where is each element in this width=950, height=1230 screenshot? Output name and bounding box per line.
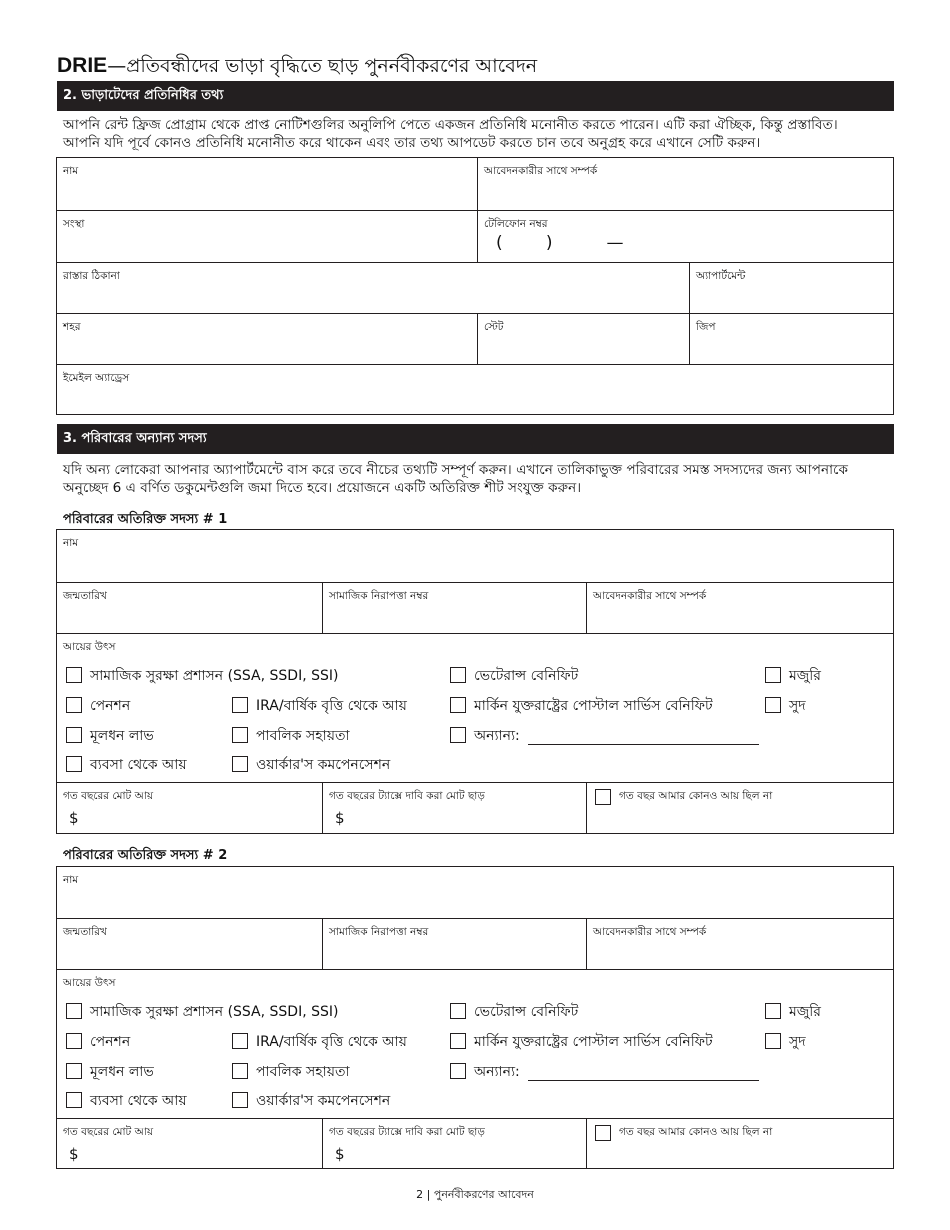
field-label: অ্যাপার্টমেন্ট — [696, 270, 746, 282]
checkbox-workers-comp[interactable] — [232, 756, 248, 772]
option-ira: IRA/বার্ষিক বৃত্তি থেকে আয় — [256, 1034, 407, 1050]
member-row-name — [57, 867, 893, 918]
member-row-income — [57, 1118, 893, 1168]
option-veterans: ভেটেরান্স বেনিফিট — [474, 1004, 579, 1020]
member-row-income — [57, 782, 893, 833]
section-3-intro — [63, 461, 893, 497]
rep-street-field[interactable] — [57, 263, 689, 313]
member-2-form — [56, 866, 894, 1169]
member-row-details — [57, 582, 893, 633]
section-2-intro — [63, 116, 893, 152]
rep-apartment-field[interactable] — [689, 263, 893, 313]
page-footer — [0, 1186, 950, 1205]
checkbox-public-assistance[interactable] — [232, 1063, 248, 1079]
member-1-dob-field[interactable] — [57, 583, 322, 633]
option-capital-gains: মূলধন লাভ — [90, 1064, 154, 1080]
dollar-sign: $ — [69, 809, 79, 827]
option-ira: IRA/বার্ষিক বৃত্তি থেকে আয় — [256, 698, 407, 714]
checkbox-interest[interactable] — [765, 1033, 781, 1049]
option-pension: পেনশন — [90, 1034, 131, 1050]
other-input-line[interactable] — [528, 744, 759, 745]
rep-row-city — [57, 313, 893, 364]
option-workers-comp: ওয়ার্কার'স কমপেনসেশন — [256, 1093, 391, 1109]
checkbox-wages[interactable] — [765, 667, 781, 683]
option-capital-gains: মূলধন লাভ — [90, 728, 154, 744]
other-input-line[interactable] — [528, 1080, 759, 1081]
option-business: ব্যবসা থেকে আয় — [90, 1093, 187, 1109]
option-workers-comp: ওয়ার্কার'স কমপেনসেশন — [256, 757, 391, 773]
rep-row-street — [57, 262, 893, 313]
checkbox-business[interactable] — [66, 756, 82, 772]
member-2-income-sources — [57, 969, 893, 1118]
member-1-no-income-cell — [586, 783, 893, 833]
member-2-relationship-field[interactable] — [586, 919, 893, 969]
checkbox-capital-gains[interactable] — [66, 727, 82, 743]
member-2-total-income-field[interactable] — [57, 1119, 322, 1168]
checkbox-ssa[interactable] — [66, 1003, 82, 1019]
field-label: টেলিফোন নম্বর — [484, 218, 548, 230]
dollar-sign: $ — [335, 1145, 345, 1163]
option-other: অন্যান্য: — [474, 1064, 520, 1080]
rep-relationship-field[interactable] — [477, 158, 893, 210]
field-label: জিপ — [696, 321, 716, 333]
form-title-text: প্রতিবন্ধীদের ভাড়া বৃদ্ধিতে ছাড় পুনর্নবীকরণের আবেদন — [126, 55, 538, 77]
checkbox-public-assistance[interactable] — [232, 727, 248, 743]
checkbox-business[interactable] — [66, 1092, 82, 1108]
field-label: গত বছরের ট্যাক্সে দাবি করা মোট ছাড় — [329, 1126, 485, 1138]
option-postal: মার্কিন যুক্তরাষ্ট্রের পোস্টাল সার্ভিস বেনিফিট — [474, 1034, 713, 1050]
checkbox-interest[interactable] — [765, 697, 781, 713]
checkbox-pension[interactable] — [66, 1033, 82, 1049]
member-2-no-income-cell — [586, 1119, 893, 1168]
page-number: 2 — [416, 1188, 424, 1201]
member-1-name-field[interactable] — [57, 530, 893, 582]
field-label: সামাজিক নিরাপত্তা নম্বর — [329, 590, 429, 602]
footer-text: পুনর্নবীকরণের আবেদন — [433, 1188, 534, 1201]
field-label: আবেদনকারীর সাথে সম্পর্ক — [484, 165, 598, 177]
field-label: আয়ের উৎস — [63, 641, 116, 653]
checkbox-no-income[interactable] — [595, 789, 611, 805]
member-2-name-field[interactable] — [57, 867, 893, 918]
option-wages: মজুরি — [789, 1004, 822, 1020]
field-label: সামাজিক নিরাপত্তা নম্বর — [329, 926, 429, 938]
field-label: নাম — [63, 537, 79, 549]
field-label: গত বছর আমার কোনও আয় ছিল না — [619, 790, 773, 802]
member-row-details — [57, 918, 893, 969]
checkbox-postal[interactable] — [450, 1033, 466, 1049]
member-1-heading: পরিবারের অতিরিক্ত সদস্য # 1 — [63, 512, 228, 527]
field-label: স্টেট — [484, 321, 504, 333]
intro-line: আপনি রেন্ট ফ্রিজ প্রোগ্রাম থেকে প্রাপ্ত নোটিশগুলির অনুলিপি পেতে একজন প্রতিনিধি মনোনীত করতে পারেন। এটি করা ঐচ্ছিক, কিন্তু প্রস্তাবিত। — [63, 117, 838, 133]
checkbox-other[interactable] — [450, 727, 466, 743]
option-interest: সুদ — [789, 1034, 806, 1050]
field-label: গত বছরের মোট আয় — [63, 1126, 154, 1138]
rep-city-field[interactable] — [57, 314, 477, 364]
rep-organization-field[interactable] — [57, 211, 477, 262]
field-label: সংস্থা — [63, 218, 85, 230]
rep-row-email — [57, 364, 893, 414]
dollar-sign: $ — [69, 1145, 79, 1163]
option-postal: মার্কিন যুক্তরাষ্ট্রের পোস্টাল সার্ভিস বেনিফিট — [474, 698, 713, 714]
checkbox-capital-gains[interactable] — [66, 1063, 82, 1079]
field-label: গত বছর আমার কোনও আয় ছিল না — [619, 1126, 773, 1138]
field-label: রাস্তার ঠিকানা — [63, 270, 120, 282]
intro-line: যদি অন্য লোকেরা আপনার অ্যাপার্টমেন্টে বাস করে তবে নীচের তথ্যটি সম্পূর্ণ করুন। এখানে তালিকাভুক্ত পরিবারের সমস্ত সদস্যদের জন্য আপনাকে — [63, 462, 849, 478]
field-label: আয়ের উৎস — [63, 977, 116, 989]
intro-line: অনুচ্ছেদ 6 এ বর্ণিত ডকুমেন্টগুলি জমা দিতে হবে। প্রয়োজনে একটি অতিরিক্ত শীট সংযুক্ত করুন। — [63, 480, 582, 496]
member-1-form — [56, 529, 894, 834]
member-1-income-sources — [57, 633, 893, 782]
rep-telephone-field[interactable] — [477, 211, 893, 262]
member-2-ssn-field[interactable] — [322, 919, 586, 969]
checkbox-veterans[interactable] — [450, 1003, 466, 1019]
dollar-sign: $ — [335, 809, 345, 827]
member-1-total-income-field[interactable] — [57, 783, 322, 833]
checkbox-pension[interactable] — [66, 697, 82, 713]
checkbox-ira[interactable] — [232, 697, 248, 713]
field-label: জন্মতারিখ — [63, 926, 107, 938]
checkbox-veterans[interactable] — [450, 667, 466, 683]
rep-zip-field[interactable] — [689, 314, 893, 364]
member-1-relationship-field[interactable] — [586, 583, 893, 633]
option-ssa: সামাজিক সুরক্ষা প্রশাসন (SSA, SSDI, SSI) — [90, 668, 339, 684]
footer-separator: | — [426, 1188, 431, 1201]
field-label: আবেদনকারীর সাথে সম্পর্ক — [593, 926, 707, 938]
option-other: অন্যান্য: — [474, 728, 520, 744]
checkbox-wages[interactable] — [765, 1003, 781, 1019]
checkbox-other[interactable] — [450, 1063, 466, 1079]
field-label: ইমেইল অ্যাড্রেস — [63, 372, 130, 384]
option-pension: পেনশন — [90, 698, 131, 714]
representative-form — [56, 157, 894, 415]
field-label: গত বছরের ট্যাক্সে দাবি করা মোট ছাড় — [329, 790, 485, 802]
field-label: নাম — [63, 165, 79, 177]
option-business: ব্যবসা থেকে আয় — [90, 757, 187, 773]
section-2-header: 2. ভাড়াটেদের প্রতিনিধির তথ্য — [57, 81, 894, 111]
form-code: DRIE — [57, 54, 108, 77]
rep-row-org — [57, 210, 893, 262]
field-label: শহর — [63, 321, 81, 333]
option-wages: মজুরি — [789, 668, 822, 684]
option-veterans: ভেটেরান্স বেনিফিট — [474, 668, 579, 684]
option-public-assistance: পাবলিক সহায়তা — [256, 728, 350, 744]
rep-state-field[interactable] — [477, 314, 689, 364]
option-ssa: সামাজিক সুরক্ষা প্রশাসন (SSA, SSDI, SSI) — [90, 1004, 339, 1020]
checkbox-ira[interactable] — [232, 1033, 248, 1049]
rep-row-name — [57, 158, 893, 210]
member-2-tax-deductions-field[interactable] — [322, 1119, 586, 1168]
field-label: নাম — [63, 874, 79, 886]
checkbox-postal[interactable] — [450, 697, 466, 713]
member-2-dob-field[interactable] — [57, 919, 322, 969]
member-1-ssn-field[interactable] — [322, 583, 586, 633]
field-label: আবেদনকারীর সাথে সম্পর্ক — [593, 590, 707, 602]
checkbox-workers-comp[interactable] — [232, 1092, 248, 1108]
rep-email-field[interactable] — [57, 365, 893, 414]
member-1-tax-deductions-field[interactable] — [322, 783, 586, 833]
field-label: জন্মতারিখ — [63, 590, 107, 602]
phone-format: ( ) — — [496, 233, 624, 253]
field-label: গত বছরের মোট আয় — [63, 790, 154, 802]
member-row-name — [57, 530, 893, 582]
intro-line: আপনি যদি পূর্বে কোনও প্রতিনিধি মনোনীত করে থাকেন এবং তার তথ্য আপডেট করতে চান তবে অনুগ্রহ করে এখানে সেটি করুন। — [63, 135, 761, 151]
checkbox-ssa[interactable] — [66, 667, 82, 683]
member-2-heading: পরিবারের অতিরিক্ত সদস্য # 2 — [63, 848, 228, 863]
page-title — [57, 52, 537, 84]
checkbox-no-income[interactable] — [595, 1125, 611, 1141]
section-3-header: 3. পরিবারের অন্যান্য সদস্য — [57, 424, 894, 454]
rep-name-field[interactable] — [57, 158, 477, 210]
title-dash: — — [107, 55, 127, 77]
option-interest: সুদ — [789, 698, 806, 714]
option-public-assistance: পাবলিক সহায়তা — [256, 1064, 350, 1080]
